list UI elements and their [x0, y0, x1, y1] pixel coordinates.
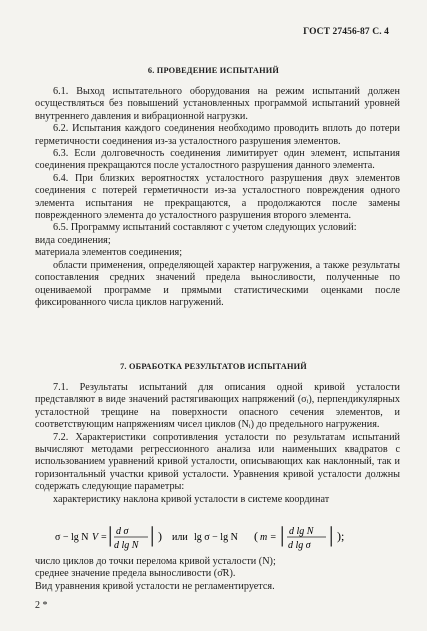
formula-right-close-bracket: | [329, 522, 334, 547]
fatigue-curve-formula [0, 522, 427, 552]
section-7-after-formula [35, 556, 400, 593]
formula-left-paren: ) [158, 529, 162, 543]
condition-item: вида соединения; [35, 234, 111, 246]
list-item: число циклов до точки перелома кривой усталости (N); [35, 556, 276, 567]
formula-left-denominator: d lg N [114, 540, 139, 551]
formula-or: или [172, 532, 188, 543]
formula-right-denominator: d lg σ [288, 540, 311, 551]
formula-m-equals: m = [260, 532, 277, 543]
paragraph-7-1: 7.1. Результаты испытаний для описания одной кривой усталости представляют в виде значений растягивающих напряжений (σᵢ), перпендикулярных усталостной трещине на поверхности опасного сечения элементов, и соответствующим напряжениям чисел циклов (Nᵢ) до предельного нагружения. [35, 382, 400, 431]
formula-left-numerator: d σ [116, 526, 129, 537]
formula-v-equals: V = [92, 532, 108, 543]
formula-v-label [92, 532, 107, 543]
paragraph-6-3: 6.3. Если долговечность соединения лимитирует один элемент, испытания соединения прекращаются после усталостного разрушения данного элемента. [35, 148, 400, 172]
paragraph-6-1: 6.1. Выход испытательного оборудования на режим испытаний должен осуществляться без повышений установленных программой испытаний уровней внутреннего давления и вибрационной нагрузки. [35, 86, 400, 122]
section-7-body [35, 382, 400, 506]
formula-right-close-paren: ); [337, 529, 345, 543]
list-item: среднее значение предела выносливости (σ̄R). [35, 568, 236, 580]
formula-right-open-bracket: | [280, 522, 285, 547]
paragraph-6-4: 6.4. При близких вероятностях усталостного разрушения двух элементов соединения с потерей герметичности из-за усталостного повреждения одного элемента испытания не прекращаются, а продолжаются после замены поврежденного элемента до усталостного разрушения второго элемента. [35, 172, 400, 222]
section-6-title: 6. ПРОВЕДЕНИЕ ИСПЫТАНИЙ [147, 66, 280, 75]
paragraph-6-5-closing: области применения, определяющей характер нагружения, а также результаты сопоставления средних значений предела выносливости, полученные по оцениваемой программе и прямыми статистическими оценками после фиксированного числа циклов нагружений. [35, 259, 400, 308]
page-header: ГОСТ 27456-87 С. 4 [303, 27, 389, 37]
formula-right-open-paren: ( [254, 529, 258, 543]
formula-right-lhs: lg σ − lg N [194, 532, 238, 543]
condition-item: материала элементов соединения; [35, 247, 183, 259]
slope-characteristic-line: характеристику наклона кривой усталости в системе координат [53, 493, 330, 505]
section-6-body [35, 86, 400, 309]
paragraph-6-5: 6.5. Программу испытаний составляют с учетом следующих условий: [53, 222, 357, 234]
page-mark: 2 * [35, 600, 48, 611]
formula-left-open-bracket: | [108, 522, 113, 547]
formula-left-close-bracket: | [150, 522, 155, 547]
formula-left-lhs: σ − lg N [55, 532, 89, 543]
section-7-title: 7. ОБРАБОТКА РЕЗУЛЬТАТОВ ИСПЫТАНИЙ [120, 362, 307, 371]
paragraph-6-2: 6.2. Испытания каждого соединения необходимо проводить вплоть до потери герметичности соединения из-за усталостного разрушения элементов. [35, 123, 400, 147]
formula-right-numerator: d lg N [289, 526, 314, 537]
list-item: Вид уравнения кривой усталости не регламентируется. [35, 580, 275, 592]
paragraph-7-2: 7.2. Характеристики сопротивления усталости по результатам испытаний вычисляют методами регрессионного анализа или наименьших квадратов с использованием уравнений кривой усталости, описывающих как наклонный, так и горизонтальный участки кривой усталости. Уравнения кривой усталости должны содержать следующие параметры: [35, 431, 400, 493]
